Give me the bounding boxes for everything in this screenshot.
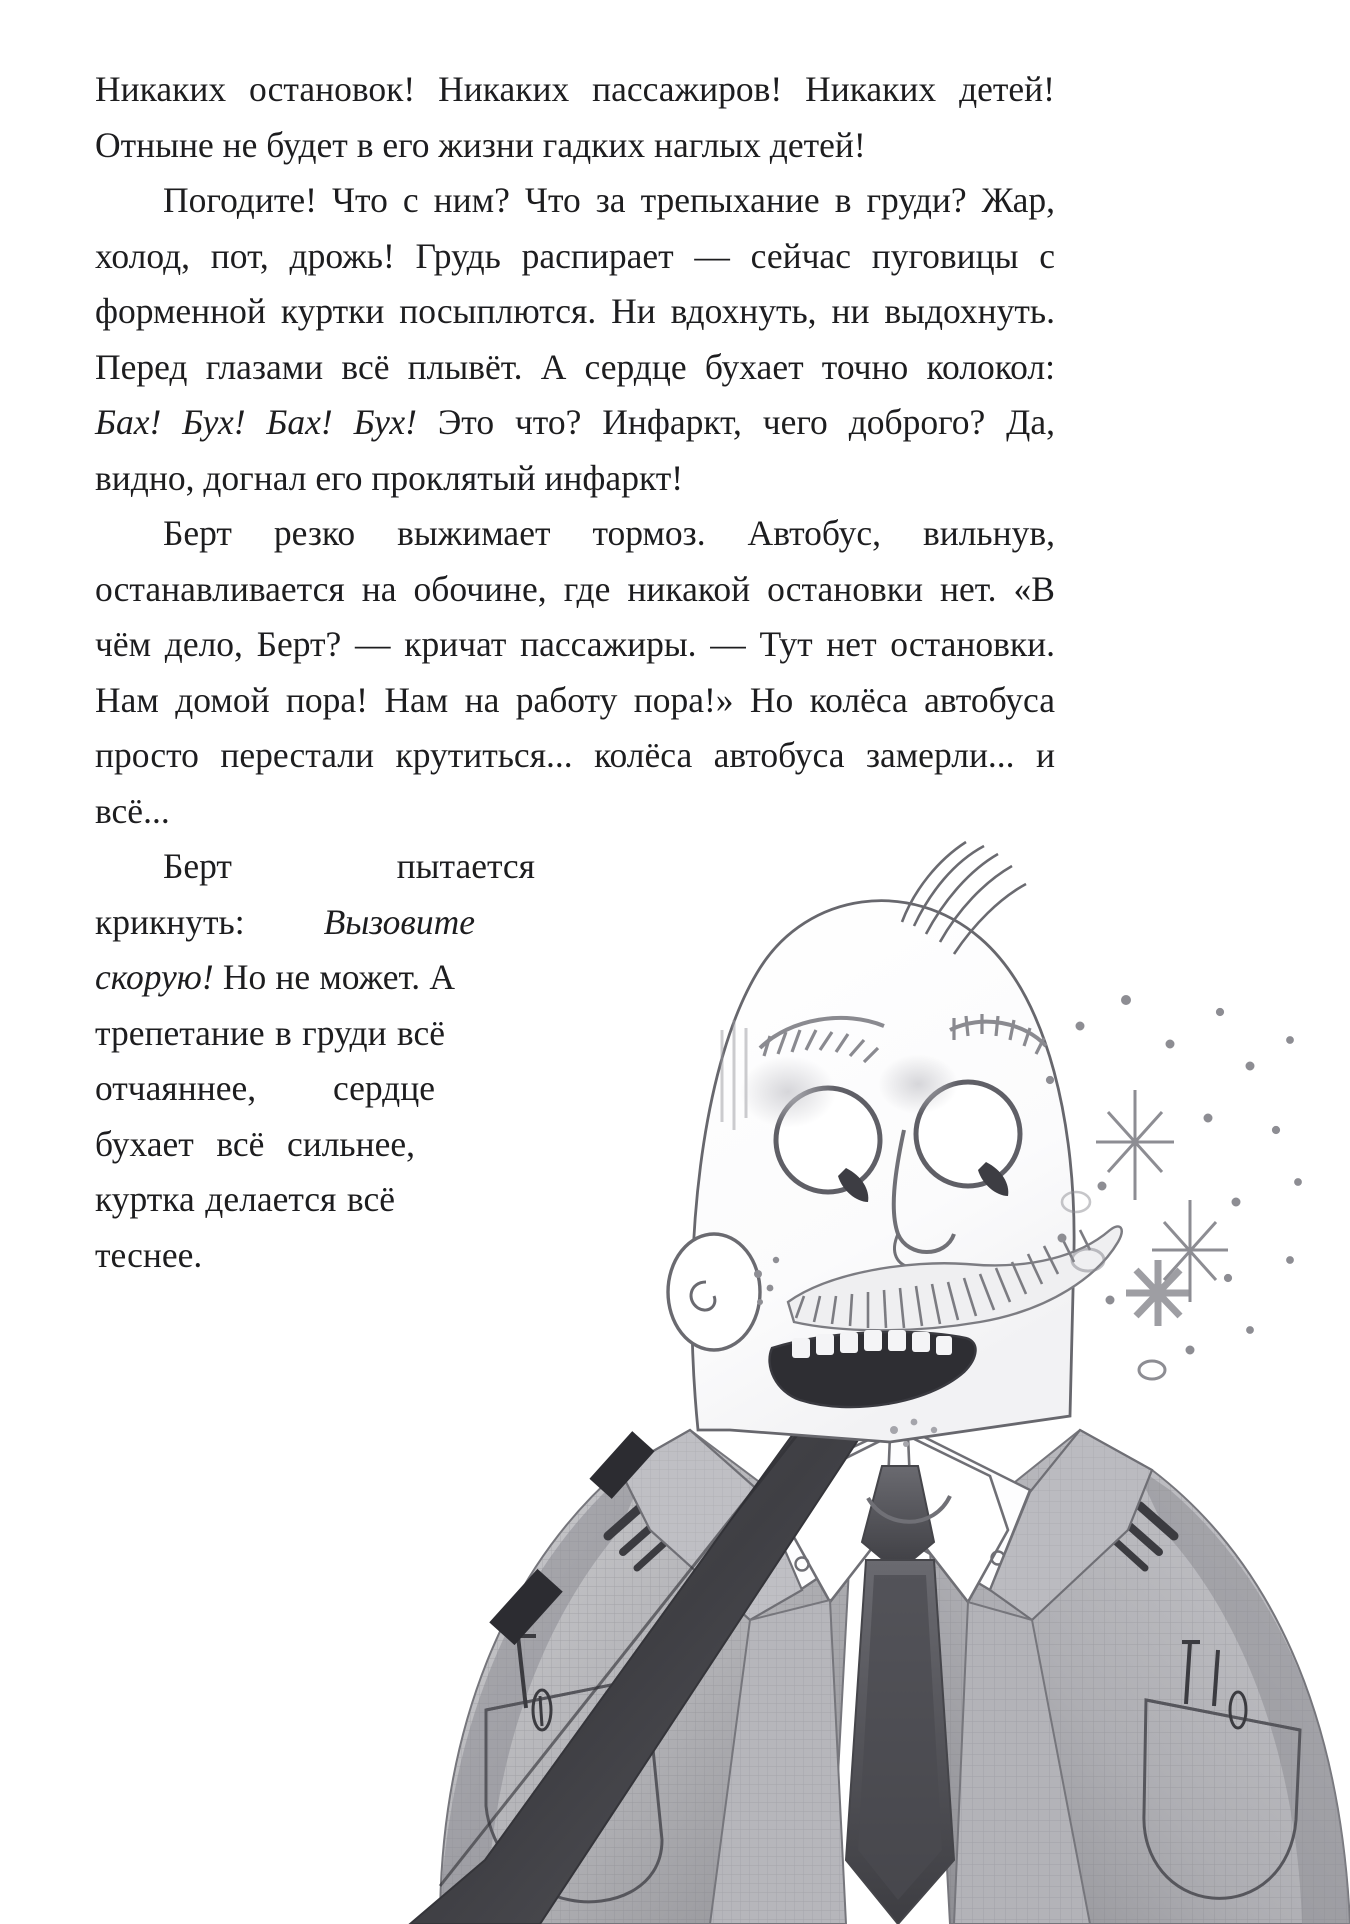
jacket-lapels	[620, 1430, 1152, 1620]
paragraph-2-italic: Бах! Бух! Бах! Бух!	[95, 402, 417, 442]
text-wrap-spacer-7	[395, 1172, 1055, 1228]
paragraph-3-text: Берт резко выжимает тормоз. Автобус, вильнув, останавливается на обочине, где никакой остановки нет. «В чём дело, Берт? — кричат пассажиры. — Тут нет остановки. Нам домой пора! Нам на работу пора!» Но колёса автобуса просто перестали крутиться... колёса автобуса замерли... и всё...	[95, 513, 1055, 831]
sparkle-burst	[1126, 1260, 1190, 1326]
paragraph-2-text-before-italic: Погодите! Что с ним? Что за трепыхание в груди? Жар, холод, пот, дрожь! Грудь распирает — сейчас пуговицы с форменной куртки посыплются. Ни вдохнуть, ни выдохнуть. Перед глазами всё плывёт. А сердце бухает точно колокол:	[95, 180, 1055, 387]
paragraph-4	[95, 839, 1055, 1283]
sparkle-dots	[1046, 996, 1301, 1380]
text-wrap-spacer-5	[435, 1061, 1055, 1117]
paragraph-1	[95, 62, 1055, 173]
paragraph-3	[95, 506, 1055, 839]
text-wrap-spacer-4	[445, 1006, 1055, 1062]
jacket-left-shoulder	[440, 1430, 850, 1924]
teeth	[792, 1330, 952, 1358]
paragraph-2	[95, 173, 1055, 506]
shirt-collar	[760, 1430, 1030, 1602]
body-text	[95, 62, 1055, 1283]
paragraph-4-text-before-italic: Берт пытается крикнуть:	[95, 846, 535, 942]
seatbelt-clip	[589, 1431, 654, 1499]
chin-marks	[890, 1419, 937, 1447]
jacket-right-shoulder	[930, 1430, 1350, 1924]
text-wrap-spacer-2	[475, 895, 1055, 951]
sparkles	[1046, 996, 1301, 1380]
text-wrap-spacer-3	[455, 950, 1055, 1006]
text-wrap-spacer-6	[415, 1117, 1055, 1173]
sparkle-star-1	[1096, 1090, 1174, 1200]
necktie	[846, 1466, 954, 1924]
jacket-front	[710, 1600, 1090, 1924]
seatbelt-buckle	[489, 1569, 562, 1645]
chin-smile	[868, 1496, 950, 1522]
paragraph-1-text: Никаких остановок! Никаких пассажиров! Никаких детей! Отныне не будет в его жизни гадких наглых детей!	[95, 69, 1055, 165]
open-mouth	[770, 1330, 976, 1407]
pens-in-pocket-right	[1182, 1642, 1246, 1728]
text-wrap-spacer-1	[535, 839, 1055, 895]
paragraph-2-text-after-italic: Это что? Инфаркт, чего доброго? Да, видно, догнал его проклятый инфаркт!	[95, 402, 1055, 498]
jacket-pocket-right	[1144, 1642, 1300, 1898]
sparkle-star-2	[1152, 1200, 1228, 1302]
jacket-pocket-left	[486, 1636, 662, 1902]
paragraph-4-text-after-italic: Но не может. А трепетание в груди всё отчаяннее, сердце бухает всё сильнее, куртка делается всё теснее.	[95, 957, 455, 1275]
pens-in-pocket-left	[518, 1636, 551, 1730]
paragraph-4-italic: Вызовите скорую!	[95, 901, 475, 997]
seatbelt-strap	[410, 1300, 950, 1924]
